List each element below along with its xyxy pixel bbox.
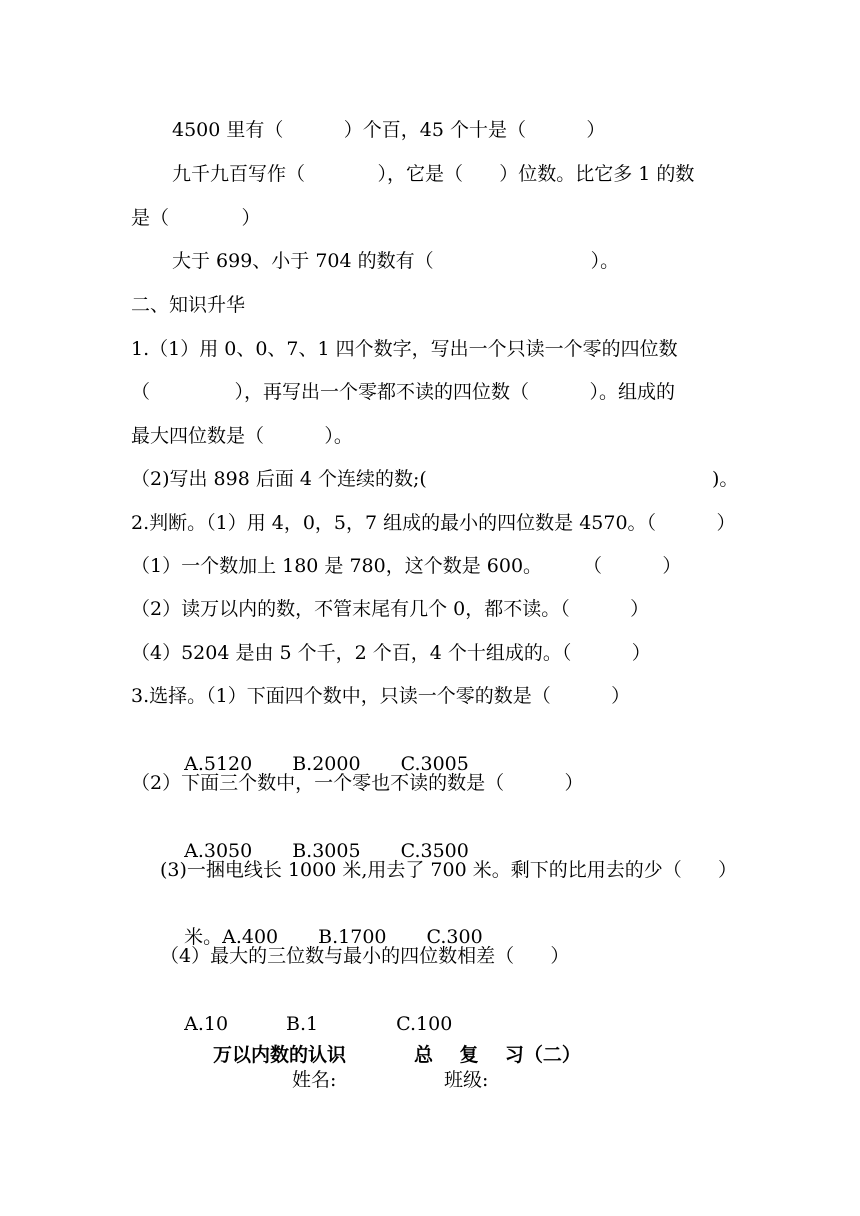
- option-c: C.300: [426, 926, 483, 948]
- question-2-item-2: （2）读万以内的数，不管末尾有几个 0，都不读。（ ）: [131, 598, 650, 620]
- footer-title-right: 总 复 习（二）: [414, 1044, 581, 1066]
- question-3-sub-2: （2）下面三个数中，一个零也不读的数是（ ）: [131, 772, 584, 794]
- class-label: 班级:: [444, 1069, 489, 1091]
- question-2-item-4: （4）5204 是由 5 个千，2 个百，4 个十组成的。（ ）: [131, 642, 651, 664]
- question-3-options-1: [172, 728, 469, 776]
- fill-line-write-number: 九千九百写作（ ），它是（ ）位数。比它多 1 的数: [172, 163, 695, 185]
- question-2-item-1-answer: （ ）: [583, 555, 682, 577]
- option-c: C.3500: [400, 840, 469, 862]
- question-1-sub-2: （2)写出 898 后面 4 个连续的数;(: [131, 468, 427, 490]
- option-a: A.5120: [184, 753, 253, 775]
- section-title: 二、知识升华: [131, 294, 246, 316]
- fill-line-continuation: 是（ ）: [131, 207, 261, 229]
- option-a: A.3050: [184, 840, 253, 862]
- question-3-intro: 3.选择。（1）下面四个数中，只读一个零的数是（ ）: [131, 685, 631, 707]
- option-a: A.10: [184, 1013, 229, 1035]
- fill-line-range: 大于 699、小于 704 的数有（ ）。: [172, 250, 620, 272]
- option-c: C.3005: [400, 753, 469, 775]
- option-b: B.1: [286, 1013, 319, 1035]
- question-3-sub-4: （4）最大的三位数与最小的四位数相差（ ）: [160, 945, 570, 967]
- name-label: 姓名:: [292, 1069, 337, 1091]
- option-b: B.3005: [292, 840, 361, 862]
- question-1-sub-2-close: )。: [712, 468, 739, 490]
- question-3-sub-3: (3)一捆电线长 1000 米,用去了 700 米。剩下的比用去的少（ ）: [160, 859, 737, 881]
- question-2-intro: 2.判断。（1）用 4，0，5，7 组成的最小的四位数是 4570。（ ）: [131, 512, 736, 534]
- question-3-options-2: [172, 815, 469, 863]
- option-b: B.2000: [292, 753, 361, 775]
- question-1-line-3: 最大四位数是（ ）。: [131, 425, 353, 447]
- question-1-line-1: 1.（1）用 0、0、7、1 四个数字，写出一个只读一个零的四位数: [131, 338, 678, 360]
- question-3-options-4: [172, 988, 452, 1036]
- question-1-line-2: （ ），再写出一个零都不读的四位数（ ）。组成的: [131, 381, 675, 403]
- option-a: A.400: [222, 926, 279, 948]
- footer-title-left: 万以内数的认识: [213, 1044, 347, 1066]
- option-b: B.1700: [318, 926, 387, 948]
- unit-prefix: 米。: [184, 926, 223, 948]
- option-c: C.100: [396, 1013, 453, 1035]
- question-2-item-1: （1）一个数加上 180 是 780，这个数是 600。: [131, 555, 543, 577]
- question-3-options-3: [172, 901, 483, 949]
- fill-line-4500: 4500 里有（ ）个百，45 个十是（ ）: [172, 119, 606, 141]
